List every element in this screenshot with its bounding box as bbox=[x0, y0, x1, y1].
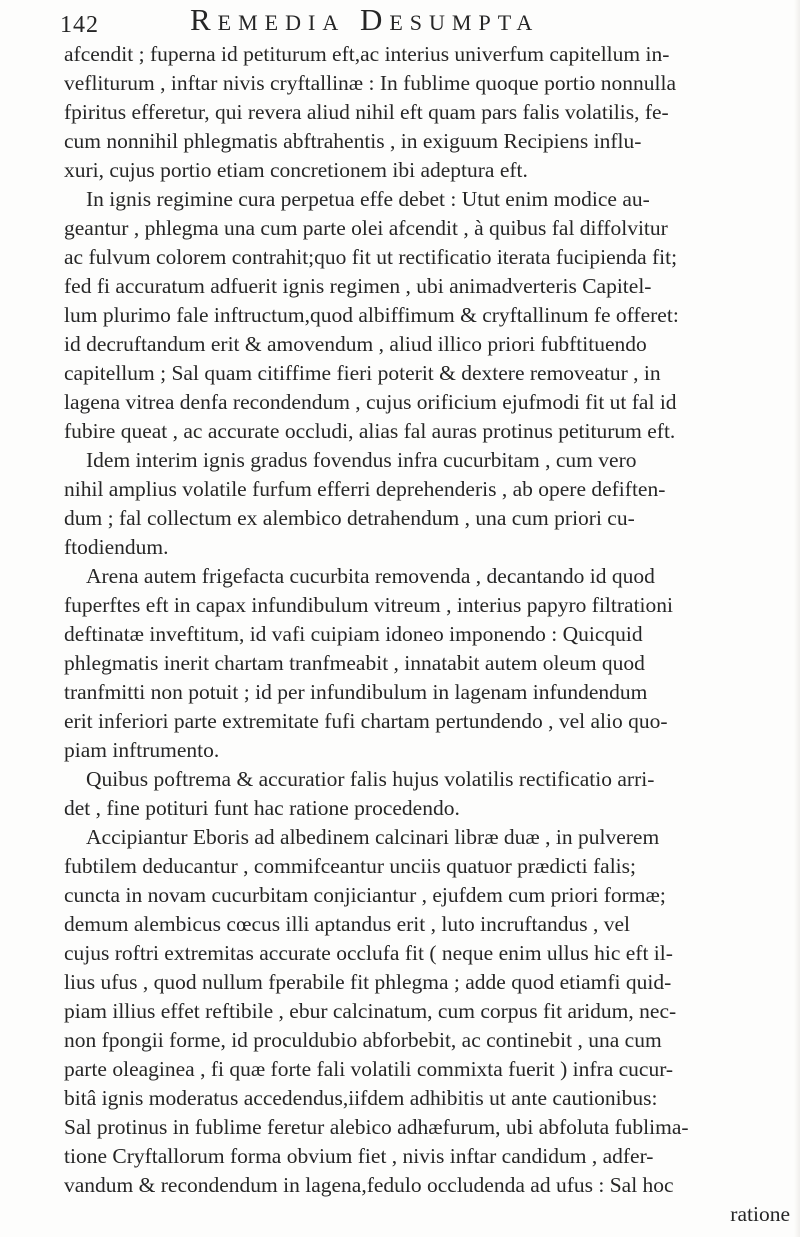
text-line: parte oleaginea , fi quæ forte fali volatili commixta fuerit ) infra cucur- bbox=[64, 1057, 674, 1081]
page-edge-shadow bbox=[794, 0, 800, 1237]
running-title: Remedia Desumpta bbox=[190, 2, 540, 37]
text-line: lius ufus , quod nullum fperabile fit phlegma ; adde quod etiamfi quid- bbox=[64, 970, 672, 994]
text-line: det , fine potituri funt hac ratione procedendo. bbox=[64, 796, 460, 820]
text-line: fubire queat , ac accurate occludi, alias fal auras protinus petiturum eft. bbox=[64, 419, 676, 443]
paragraph-start-line: Quibus poftrema & accuratior falis hujus volatilis rectificatio arri- bbox=[86, 767, 655, 791]
text-line: afcendit ; fuperna id petiturum eft,ac interius univerfum capitellum in- bbox=[64, 42, 670, 66]
text-line: fed fi accuratum adfuerit ignis regimen , ubi animadverteris Capitel- bbox=[64, 274, 652, 298]
text-line: geantur , phlegma una cum parte olei afcendit , à quibus fal diffolvitur bbox=[64, 216, 668, 240]
text-line: fpiritus efferetur, qui revera aliud nihil eft quam pars falis volatilis, fe- bbox=[64, 100, 669, 124]
text-line: cuncta in novam cucurbitam conjiciantur , ejufdem cum priori formæ; bbox=[64, 883, 666, 907]
paragraph-start-line: Accipiantur Eboris ad albedinem calcinari libræ duæ , in pulverem bbox=[86, 825, 660, 849]
paragraph-start-line: Idem interim ignis gradus fovendus infra cucurbitam , cum vero bbox=[86, 448, 637, 472]
text-line: cujus roftri extremitas accurate occlufa fit ( neque enim ullus hic eft il- bbox=[64, 941, 673, 965]
page-number: 142 bbox=[60, 12, 99, 38]
text-line: non fpongii forme, id proculdubio abforbebit, ac continebit , una cum bbox=[64, 1028, 662, 1052]
text-line: capitellum ; Sal quam citiffime fieri poterit & dextere removeatur , in bbox=[64, 361, 661, 385]
text-line: ac fulvum colorem contrahit;quo fit ut rectificatio iterata fucipienda fit; bbox=[64, 245, 678, 269]
text-line: fubtilem deducantur , commifceantur unciis quatuor prædicti falis; bbox=[64, 854, 636, 878]
text-line: id decruftandum erit & amovendum , aliud illico priori fubftituendo bbox=[64, 332, 647, 356]
text-line: demum alembicus cœcus illi aptandus erit , luto incruftandus , vel bbox=[64, 912, 631, 936]
paragraph-start-line: Arena autem frigefacta cucurbita removenda , decantando id quod bbox=[86, 564, 655, 588]
text-line: vandum & recondendum in lagena,fedulo occludenda ad ufus : Sal hoc bbox=[64, 1173, 674, 1197]
page-header bbox=[60, 2, 800, 38]
text-line: fuperftes eft in capax infundibulum vitreum , interius papyro filtrationi bbox=[64, 593, 674, 617]
text-line: tranfmitti non potuit ; id per infundibulum in lagenam infundendum bbox=[64, 680, 648, 704]
catchword: ratione bbox=[730, 1202, 790, 1226]
text-line: xuri, cujus portio etiam concretionem ibi adeptura eft. bbox=[64, 158, 528, 182]
text-line: lagena vitrea denfa recondendum , cujus orificium ejufmodi fit ut fal id bbox=[64, 390, 677, 414]
text-line: lum plurimo fale inftructum,quod albiffimum & cryftallinum fe offeret: bbox=[64, 303, 679, 327]
body-text bbox=[64, 40, 798, 1229]
text-line: ftodiendum. bbox=[64, 535, 169, 559]
text-line: nihil amplius volatile furfum efferri deprehenderis , ab opere defiften- bbox=[64, 477, 666, 501]
text-line: vefliturum , inftar nivis cryftallinæ : In fublime quoque portio nonnulla bbox=[64, 71, 677, 95]
text-line: dum ; fal collectum ex alembico detrahendum , una cum priori cu- bbox=[64, 506, 635, 530]
text-line: piam illius effet reftibile , ebur calcinatum, cum corpus fit aridum, nec- bbox=[64, 999, 677, 1023]
text-line: cum nonnihil phlegmatis abftrahentis , in exiguum Recipiens influ- bbox=[64, 129, 642, 153]
text-line: deftinatæ inveftitum, id vafi cuipiam idoneo imponendo : Quicquid bbox=[64, 622, 643, 646]
text-line: erit inferiori parte extremitate fufi chartam pertundendo , vel alio quo- bbox=[64, 709, 668, 733]
text-line: phlegmatis inerit chartam tranfmeabit , innatabit autem oleum quod bbox=[64, 651, 645, 675]
text-line: piam inftrumento. bbox=[64, 738, 220, 762]
text-line: bitâ ignis moderatus accedendus,iifdem adhibitis ut ante cautionibus: bbox=[64, 1086, 658, 1110]
text-line: Sal protinus in fublime feretur alebico adhæfurum, ubi abfoluta fublima- bbox=[64, 1115, 689, 1139]
text-line: tione Cryftallorum forma obvium fiet , nivis inftar candidum , adfer- bbox=[64, 1144, 654, 1168]
paragraph-start-line: In ignis regimine cura perpetua effe debet : Utut enim modice au- bbox=[86, 187, 650, 211]
